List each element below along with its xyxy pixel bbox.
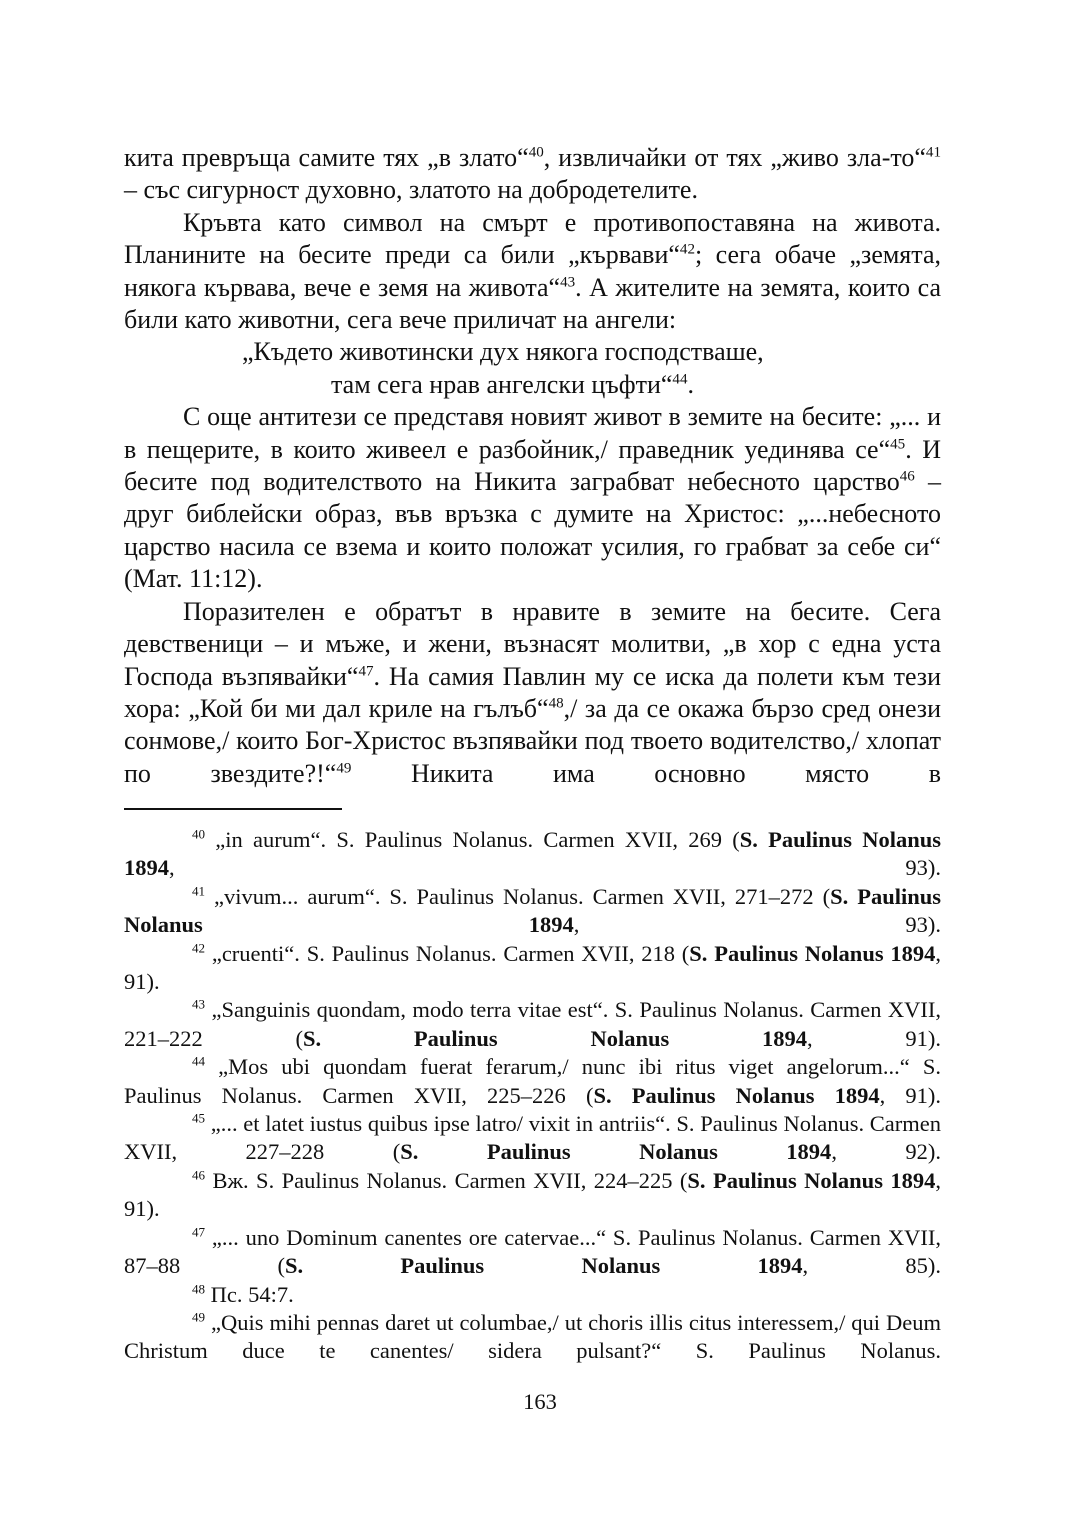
paragraph-1: кита превръща самите тях „в злато“$^{40}$, извличайки от тях „живо зла-то“$^{41}$ – със сигурност духовно, златото на добродетелите.	[124, 143, 941, 205]
paragraph-2: Кръвта като символ на смърт е противопоставяна на живота. Планините на бесите преди са били „кървави“$^{42}$; сега обаче „земята, някога кървава, вече е земя на живота“$^{43}$. А жителите на земята, които са били като животни, сега вече приличат на ангели:	[124, 207, 941, 335]
footnote-ref-49[interactable]: 49	[336, 760, 352, 777]
verse-line-2: там сега нрав ангелски цъфти“$^{44}$.	[331, 369, 694, 399]
footnote-ref-46[interactable]: 46	[899, 468, 915, 485]
footnote-ref-42[interactable]: 42	[679, 241, 695, 258]
footnote-ref-48[interactable]: 48	[548, 695, 564, 712]
footnote-46: $^{46}$ Вж. S. Paulinus Nolanus. Carmen XVII, 224–225 (S. Paulinus Nolanus 1894, 91).	[124, 1167, 941, 1222]
footnote-ref-47[interactable]: 47	[358, 662, 374, 679]
footnote-48: $^{48}$ Пс. 54:7.	[192, 1281, 294, 1307]
footnote-42: $^{42}$ „cruenti“. S. Paulinus Nolanus. Carmen XVII, 218 (S. Paulinus Nolanus 1894, 91).	[124, 940, 942, 995]
footnote-ref-44[interactable]: 44	[672, 371, 688, 388]
footnote-ref-41[interactable]: 41	[925, 144, 941, 161]
main-text	[124, 142, 941, 790]
footnote-ref-45[interactable]: 45	[890, 436, 906, 452]
page-number: 163	[523, 1389, 557, 1414]
footnote-40: $^{40}$ „in aurum“. S. Paulinus Nolanus. Carmen XVII, 269 (S. Paulinus Nolanus 1894, 93).	[124, 826, 942, 881]
footnote-41: $^{41}$ „vivum... aurum“. S. Paulinus Nolanus. Carmen XVII, 271–272 (S. Paulinus Nolanus 1894, 93).	[124, 883, 941, 938]
paragraph-3: С още антитези се представя новият живот в земите на бесите: „... и в пещерите, в които живеел е разбойник,/ праведник уединява се“$^{45}$. И бесите под водителството на Никита заграбват небесното царство$^{46}$ – друг библейски образ, във връзка с думите на Христос: „...небесното царство насила се взема и които положат усилия, го грабват за себе си“ (Мат. 11:12).	[124, 402, 941, 594]
footnote-45: $^{45}$ „... et latet iustus quibus ipse latro/ vixit in antriis“. S. Paulinus Nolanus. Carmen XVII, 227–228 (S. Paulinus Nolanus 1894, 92).	[124, 1110, 942, 1165]
verse-line-1: „Където животински дух някога господстваше,	[242, 337, 764, 367]
paragraph-4: Поразителен е обратът в нравите в земите на бесите. Сега девственици – и мъже, и жени, възнасят молитви, „в хор с една уста Господа възпявайки“$^{47}$. На самия Павлин му се иска да полети към тези хора: „Кой би ми дал криле на гълъб“$^{48}$,/ за да се окажа бързо сред онези сонмове,/ които Бог-Христос възпявайки под твоето водителство,/ хлопат по звездите?!“$^{49}$ Никита има основно място в	[124, 596, 941, 788]
footnote-47: $^{47}$ „... uno Dominum canentes ore catervae...“ S. Paulinus Nolanus. Carmen XVII, 87–88 (S. Paulinus Nolanus 1894, 85).	[124, 1224, 941, 1279]
footnote-49: $^{49}$ „Quis mihi pennas daret ut columbae,/ ut choris illis citus interessem,/ qui Deum Christum duce te canentes/ sidera pulsant?“ S. Paulinus Nolanus.	[124, 1309, 941, 1364]
footnote-43: $^{43}$ „Sanguinis quondam, modo terra vitae est“. S. Paulinus Nolanus. Carmen XVII, 221–222 (S. Paulinus Nolanus 1894, 91).	[124, 996, 941, 1051]
footnote-ref-43[interactable]: 43	[560, 273, 576, 290]
footnotes	[124, 826, 941, 1366]
footnote-separator	[124, 808, 342, 810]
footnote-44: $^{44}$ „Mos ubi quondam fuerat ferarum,/ nunc ibi ritus viget angelorum...“ S. Paulinus Nolanus. Carmen XVII, 225–226 (S. Paulinus Nolanus 1894, 91).	[124, 1053, 942, 1108]
footnote-ref-40[interactable]: 40	[528, 144, 544, 161]
verse-quote	[124, 336, 941, 401]
